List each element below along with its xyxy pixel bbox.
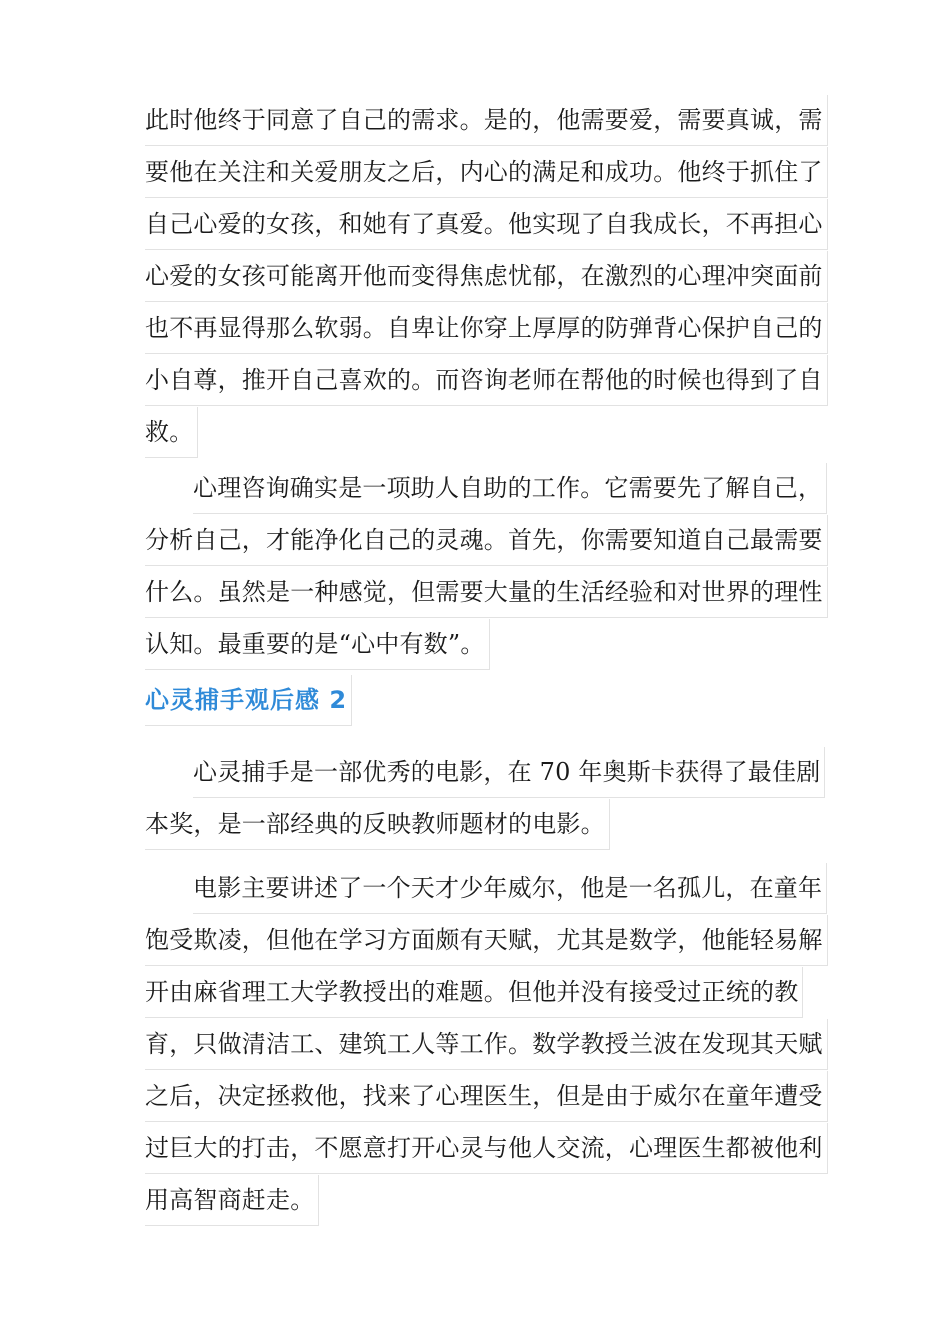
text-line: 此时他终于同意了自己的需求。是的，他需要爱，需要真诚，需 (145, 94, 815, 146)
text-line: 育，只做清洁工、建筑工人等工作。数学教授兰波在发现其天赋 (145, 1018, 815, 1070)
text-line: 小自尊，推开自己喜欢的。而咨询老师在帮他的时候也得到了自 (145, 354, 815, 406)
text-line: 开由麻省理工大学教授出的难题。但他并没有接受过正统的教 (145, 966, 815, 1018)
text-line: 之后，决定拯救他，找来了心理医生，但是由于威尔在童年遭受 (145, 1070, 815, 1122)
paragraph-1 (145, 94, 823, 458)
text-line: 心爱的女孩可能离开他而变得焦虑忧郁，在激烈的心理冲突面前 (145, 250, 815, 302)
text-line: 什么。虽然是一种感觉，但需要大量的生活经验和对世界的理性 (145, 566, 815, 618)
text-line: 认知。最重要的是“心中有数”。 (145, 618, 815, 670)
text-line: 心理咨询确实是一项助人自助的工作。它需要先了解自己， (145, 462, 815, 514)
text-line: 饱受欺凌，但他在学习方面颇有天赋，尤其是数学，他能轻易解 (145, 914, 815, 966)
section-heading: 心灵捕手观后感 2 (145, 675, 352, 726)
paragraph-3 (145, 746, 821, 850)
text-line: 自己心爱的女孩，和她有了真爱。他实现了自我成长，不再担心 (145, 198, 815, 250)
paragraph-2 (145, 462, 823, 670)
paragraph-4 (145, 862, 823, 1226)
text-line: 本奖，是一部经典的反映教师题材的电影。 (145, 798, 815, 850)
text-line: 过巨大的打击，不愿意打开心灵与他人交流，心理医生都被他利 (145, 1122, 815, 1174)
text-line: 电影主要讲述了一个天才少年威尔，他是一名孤儿，在童年 (145, 862, 815, 914)
text-line: 要他在关注和关爱朋友之后，内心的满足和成功。他终于抓住了 (145, 146, 815, 198)
text-line: 用高智商赶走。 (145, 1174, 815, 1226)
text-line: 也不再显得那么软弱。自卑让你穿上厚厚的防弹背心保护自己的 (145, 302, 815, 354)
text-line: 分析自己，才能净化自己的灵魂。首先，你需要知道自己最需要 (145, 514, 815, 566)
text-line: 救。 (145, 406, 815, 458)
text-line: 心灵捕手是一部优秀的电影，在 70 年奥斯卡获得了最佳剧 (145, 746, 815, 798)
